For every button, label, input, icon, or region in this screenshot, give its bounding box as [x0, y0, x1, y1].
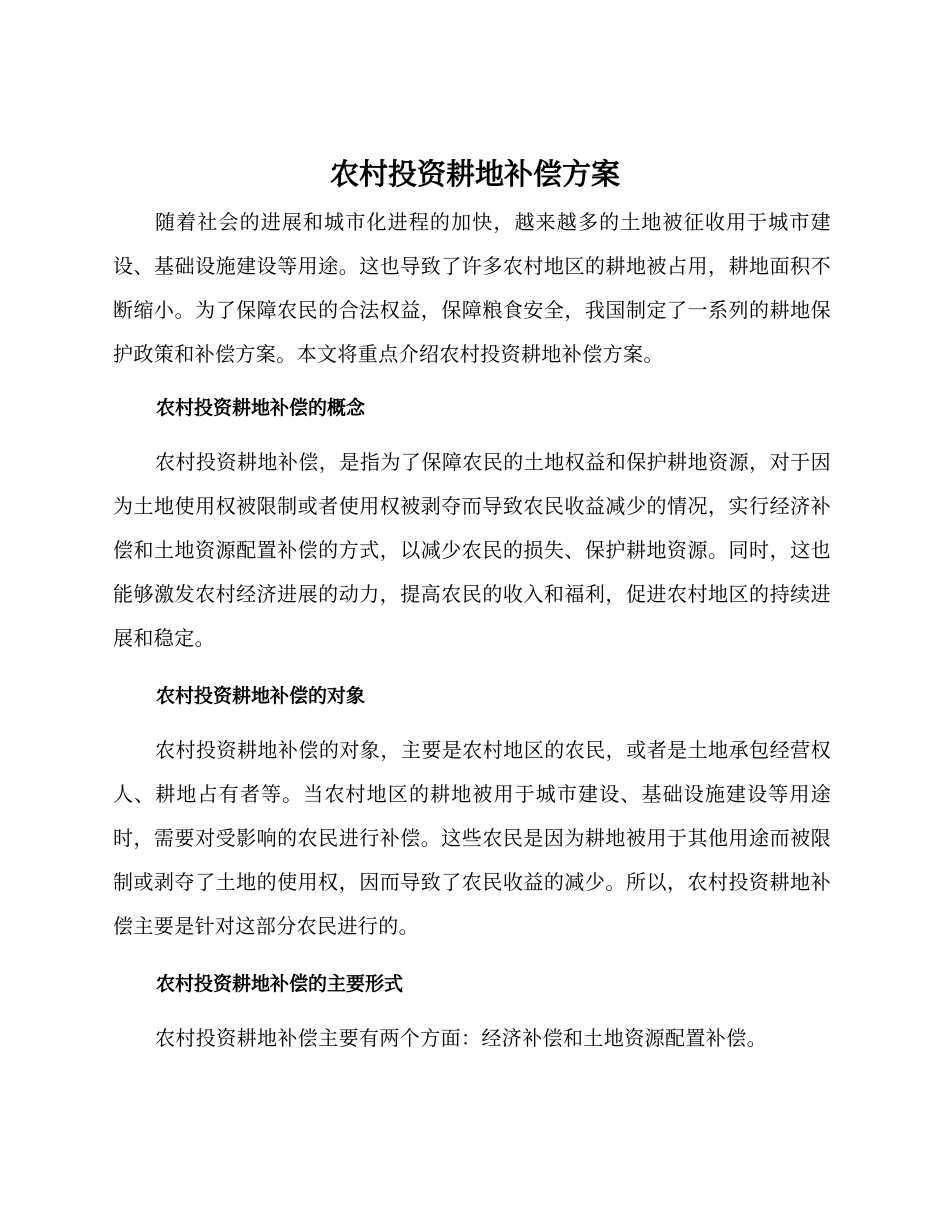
section-paragraph-target: 农村投资耕地补偿的对象，主要是农村地区的农民，或者是土地承包经营权人、耕地占有者等。当农村地区的耕地被用于城市建设、基础设施建设等用途时，需要对受影响的农民进行补偿。这些农民是因为耕地被用于其他用途而被限制或剥夺了土地的使用权，因而导致了农民收益的减少。所以，农村投资耕地补偿主要是针对这部分农民进行的。: [113, 738, 831, 938]
section-heading-forms: 农村投资耕地补偿的主要形式: [156, 973, 404, 995]
document-body: [113, 200, 831, 1060]
section-heading-target: 农村投资耕地补偿的对象: [156, 685, 366, 707]
section-paragraph-concept: 农村投资耕地补偿，是指为了保障农民的土地权益和保护耕地资源，对于因为土地使用权被限制或者使用权被剥夺而导致农民收益减少的情况，实行经济补偿和土地资源配置补偿的方式，以减少农民的损失、保护耕地资源。同时，这也能够激发农村经济进展的动力，提高农民的收入和福利，促进农村地区的持续进展和稳定。: [113, 450, 831, 650]
intro-paragraph: 随着社会的进展和城市化进程的加快，越来越多的土地被征收用于城市建设、基础设施建设等用途。这也导致了许多农村地区的耕地被占用，耕地面积不断缩小。为了保障农民的合法权益，保障粮食安全，我国制定了一系列的耕地保护政策和补偿方案。本文将重点介绍农村投资耕地补偿方案。: [113, 210, 831, 366]
section-heading-concept: 农村投资耕地补偿的概念: [156, 397, 366, 419]
section-paragraph-forms: 农村投资耕地补偿主要有两个方面：经济补偿和土地资源配置补偿。: [155, 1026, 767, 1050]
page-title: 农村投资耕地补偿方案: [329, 157, 620, 191]
